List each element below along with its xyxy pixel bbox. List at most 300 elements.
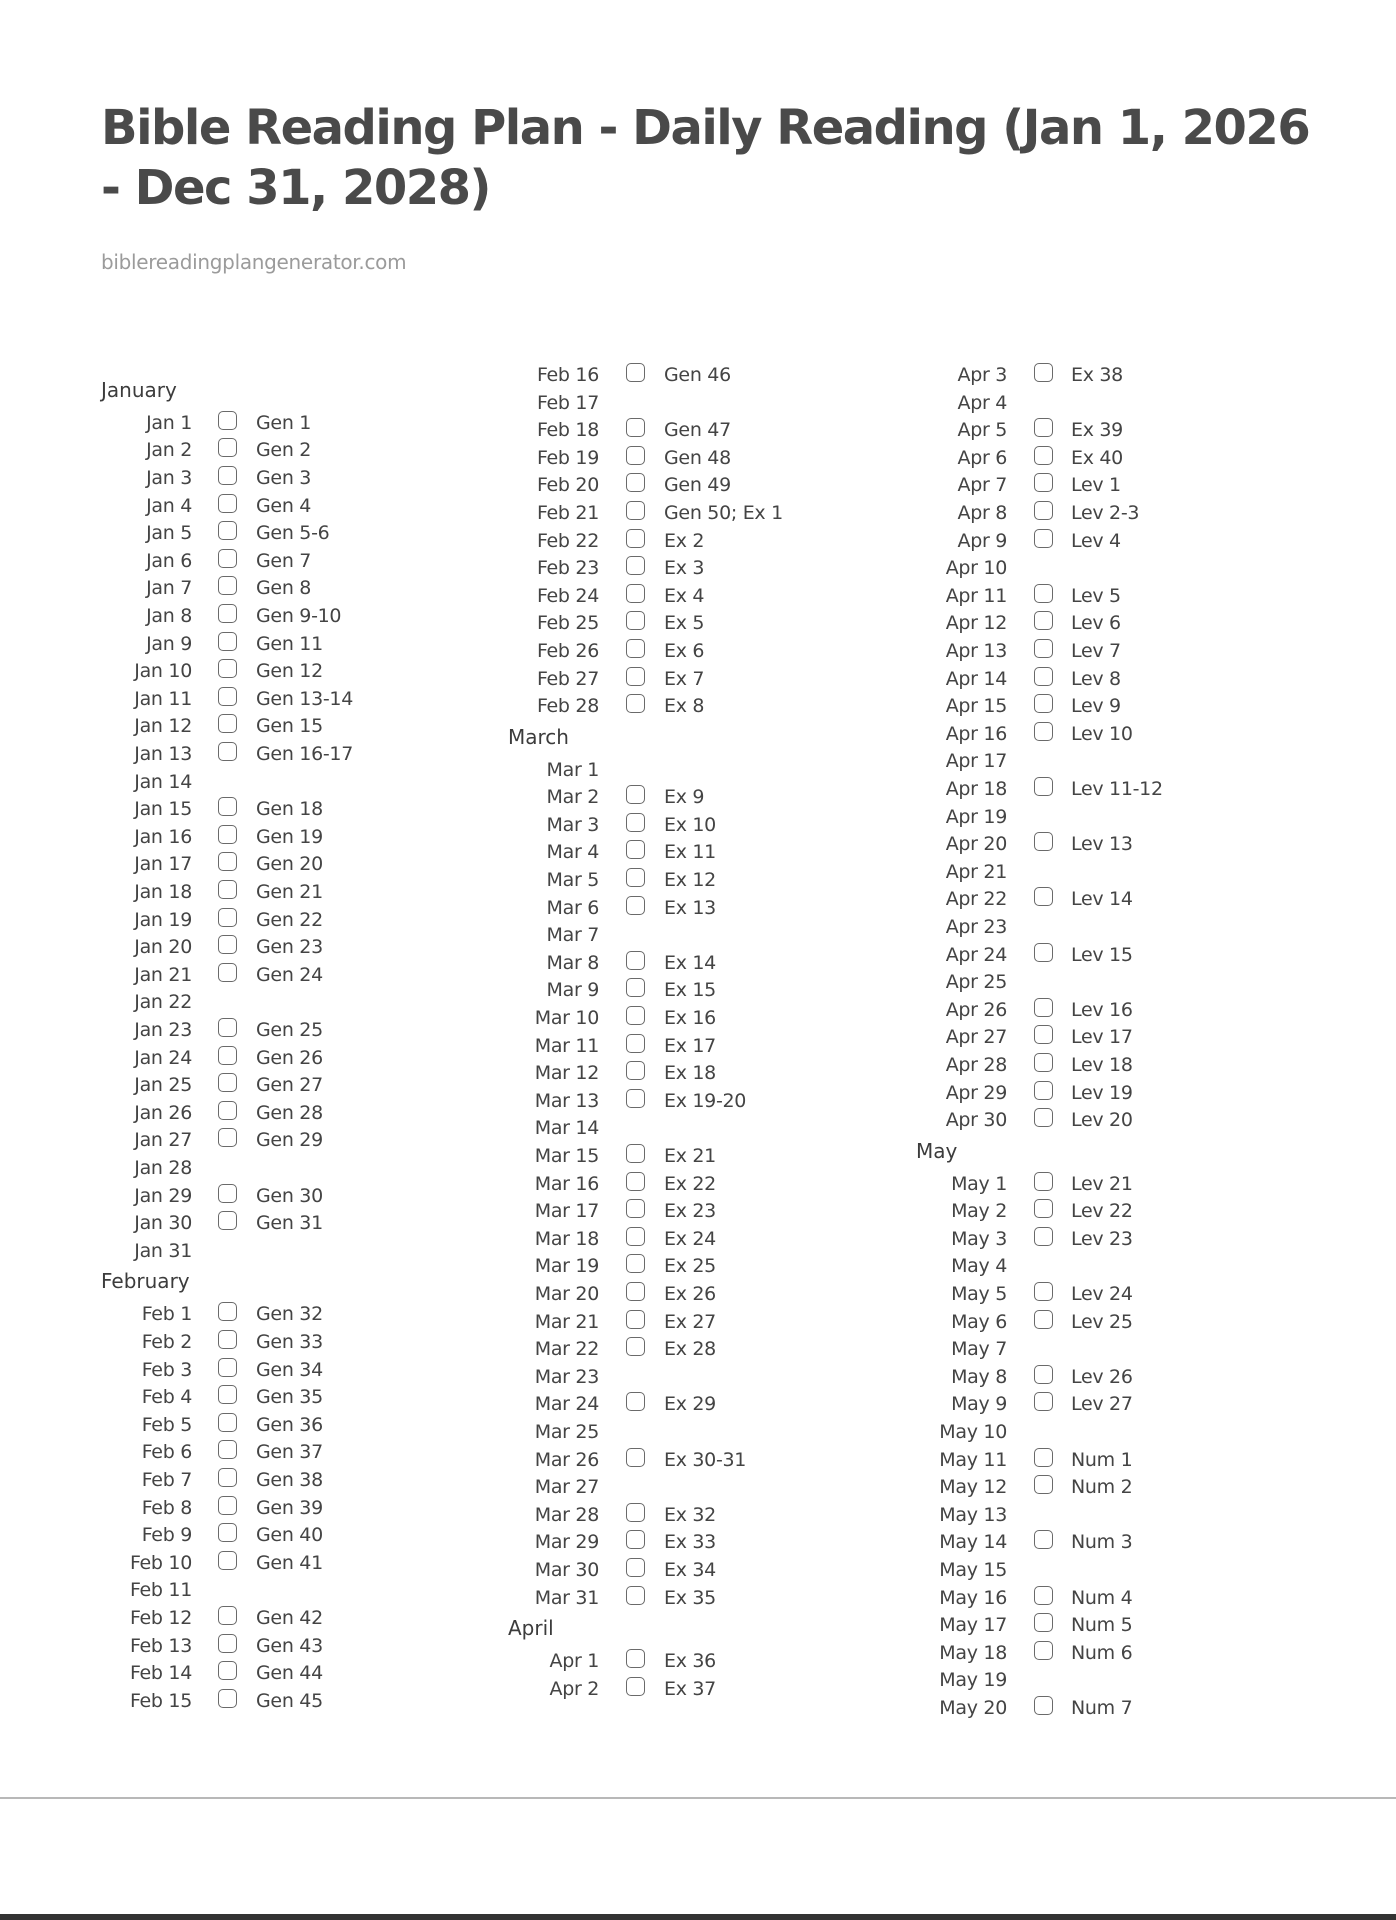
reading-checkbox[interactable]	[218, 880, 237, 899]
reading-date: Feb 24	[536, 584, 599, 607]
reading-checkbox[interactable]	[626, 1061, 645, 1080]
scan-edge-line	[0, 1797, 1396, 1799]
reading-passage: Gen 39	[256, 1496, 323, 1519]
reading-checkbox[interactable]	[1034, 694, 1053, 713]
reading-date: Jan 2	[146, 439, 192, 462]
reading-checkbox[interactable]	[626, 556, 645, 575]
reading-checkbox[interactable]	[218, 1211, 237, 1230]
reading-date: Apr 20	[945, 833, 1007, 856]
reading-passage: Gen 42	[256, 1606, 323, 1629]
reading-passage: Gen 31	[256, 1212, 323, 1235]
reading-checkbox[interactable]	[1034, 1282, 1053, 1301]
reading-passage: Gen 18	[256, 798, 323, 821]
reading-checkbox[interactable]	[218, 1634, 237, 1653]
reading-checkbox[interactable]	[1034, 1365, 1053, 1384]
reading-checkbox[interactable]	[626, 1199, 645, 1218]
reading-checkbox[interactable]	[218, 632, 237, 651]
reading-checkbox[interactable]	[1034, 418, 1053, 437]
reading-date: Mar 8	[546, 951, 599, 974]
reading-checkbox[interactable]	[626, 1034, 645, 1053]
reading-row	[508, 1143, 804, 1169]
reading-row	[508, 1005, 804, 1031]
reading-checkbox[interactable]	[218, 1440, 237, 1459]
reading-passage: Ex 33	[664, 1531, 716, 1554]
reading-row	[916, 555, 1211, 581]
reading-date: May 8	[951, 1365, 1007, 1388]
reading-date: Jan 26	[134, 1101, 192, 1124]
reading-checkbox[interactable]	[626, 584, 645, 603]
reading-date: May 6	[951, 1310, 1007, 1333]
reading-checkbox[interactable]	[1034, 722, 1053, 741]
reading-passage: Ex 22	[664, 1172, 716, 1195]
reading-row	[101, 1577, 396, 1603]
reading-checkbox[interactable]	[626, 418, 645, 437]
site-url: biblereadingplangenerator.com	[101, 250, 407, 274]
reading-checkbox[interactable]	[218, 604, 237, 623]
reading-row	[101, 1127, 396, 1153]
reading-row	[916, 831, 1211, 857]
reading-checkbox[interactable]	[218, 1468, 237, 1487]
reading-passage: Ex 24	[664, 1227, 716, 1250]
reading-row	[101, 1045, 396, 1071]
reading-checkbox[interactable]	[626, 951, 645, 970]
reading-row	[916, 1024, 1211, 1050]
reading-checkbox[interactable]	[218, 1330, 237, 1349]
reading-checkbox[interactable]	[218, 1551, 237, 1570]
reading-date: Feb 8	[141, 1496, 192, 1519]
reading-row	[916, 1391, 1211, 1417]
reading-row	[916, 1052, 1211, 1078]
reading-checkbox[interactable]	[218, 963, 237, 982]
reading-checkbox[interactable]	[218, 466, 237, 485]
reading-date: Feb 14	[129, 1662, 192, 1685]
reading-date: Apr 7	[957, 474, 1007, 497]
reading-passage: Lev 4	[1071, 529, 1121, 552]
reading-checkbox[interactable]	[1034, 501, 1053, 520]
reading-checkbox[interactable]	[218, 1358, 237, 1377]
reading-row	[101, 962, 396, 988]
reading-checkbox[interactable]	[218, 411, 237, 430]
month-heading: May	[916, 1138, 958, 1163]
reading-checkbox[interactable]	[218, 494, 237, 513]
reading-date: Apr 28	[945, 1054, 1007, 1076]
reading-checkbox[interactable]	[218, 1184, 237, 1203]
reading-date: Jan 22	[134, 991, 192, 1014]
reading-date: May 7	[951, 1338, 1007, 1361]
reading-checkbox[interactable]	[218, 438, 237, 457]
reading-passage: Gen 50; Ex 1	[664, 502, 783, 524]
reading-passage: Gen 44	[256, 1662, 323, 1685]
reading-passage: Num 2	[1071, 1476, 1133, 1499]
reading-checkbox[interactable]	[1034, 473, 1053, 492]
reading-checkbox[interactable]	[626, 1006, 645, 1025]
reading-row	[508, 1529, 804, 1555]
reading-row	[101, 465, 396, 491]
reading-checkbox[interactable]	[626, 639, 645, 658]
reading-checkbox[interactable]	[626, 1089, 645, 1108]
reading-date: Apr 18	[945, 778, 1007, 800]
reading-checkbox[interactable]	[218, 742, 237, 761]
reading-row	[508, 1033, 804, 1059]
reading-checkbox[interactable]	[626, 1254, 645, 1273]
reading-passage: Ex 16	[664, 1007, 716, 1030]
reading-checkbox[interactable]	[218, 1661, 237, 1680]
reading-checkbox[interactable]	[218, 1018, 237, 1037]
reading-row	[916, 500, 1211, 526]
reading-checkbox[interactable]	[218, 1128, 237, 1147]
reading-checkbox[interactable]	[1034, 1199, 1053, 1218]
reading-checkbox[interactable]	[218, 935, 237, 954]
reading-passage: Gen 27	[256, 1074, 323, 1097]
reading-checkbox[interactable]	[626, 473, 645, 492]
reading-date: Jan 11	[134, 687, 192, 710]
reading-checkbox[interactable]	[218, 549, 237, 568]
reading-passage: Gen 24	[256, 963, 323, 986]
reading-checkbox[interactable]	[626, 978, 645, 997]
reading-date: May 3	[951, 1227, 1007, 1250]
reading-checkbox[interactable]	[626, 868, 645, 887]
reading-row	[101, 741, 396, 767]
reading-date: Apr 17	[945, 750, 1007, 773]
reading-date: Jan 7	[146, 577, 192, 600]
reading-date: May 14	[939, 1531, 1007, 1554]
reading-checkbox[interactable]	[1034, 777, 1053, 796]
reading-checkbox[interactable]	[218, 1689, 237, 1708]
reading-date: Mar 23	[534, 1365, 599, 1388]
reading-checkbox[interactable]	[218, 1606, 237, 1625]
reading-date: Feb 27	[536, 667, 599, 690]
reading-date: Mar 24	[534, 1393, 599, 1416]
reading-date: Mar 7	[546, 924, 599, 947]
reading-passage: Gen 19	[256, 825, 323, 848]
reading-checkbox[interactable]	[218, 797, 237, 816]
reading-row	[101, 1439, 396, 1465]
reading-checkbox[interactable]	[218, 825, 237, 844]
reading-passage: Num 7	[1071, 1697, 1133, 1720]
month-heading: January	[101, 378, 177, 402]
reading-row	[916, 1557, 1211, 1583]
reading-date: May 20	[939, 1697, 1007, 1720]
reading-date: Jan 25	[134, 1074, 192, 1097]
reading-passage: Gen 33	[256, 1330, 323, 1353]
reading-row	[508, 1253, 804, 1279]
reading-row	[101, 713, 396, 739]
reading-passage: Ex 6	[664, 640, 705, 662]
reading-date: Mar 18	[534, 1227, 599, 1250]
reading-checkbox[interactable]	[218, 852, 237, 871]
reading-row	[101, 1155, 396, 1181]
reading-passage: Num 1	[1071, 1448, 1133, 1471]
reading-row	[508, 1309, 804, 1335]
reading-checkbox[interactable]	[1034, 943, 1053, 962]
reading-row	[916, 997, 1211, 1023]
reading-date: Apr 23	[945, 916, 1007, 938]
reading-passage: Gen 35	[256, 1386, 323, 1409]
reading-checkbox[interactable]	[626, 840, 645, 859]
reading-date: Feb 25	[536, 612, 599, 635]
reading-checkbox[interactable]	[1034, 363, 1053, 382]
reading-checkbox[interactable]	[218, 1073, 237, 1092]
reading-checkbox[interactable]	[626, 1310, 645, 1329]
reading-checkbox[interactable]	[1034, 1081, 1053, 1100]
reading-date: May 9	[951, 1393, 1007, 1416]
reading-checkbox[interactable]	[218, 1385, 237, 1404]
reading-row	[101, 1384, 396, 1410]
reading-row	[101, 548, 396, 574]
reading-checkbox[interactable]	[218, 1101, 237, 1120]
reading-passage: Ex 15	[664, 979, 716, 1002]
reading-row	[916, 1419, 1211, 1445]
reading-passage: Gen 34	[256, 1358, 323, 1381]
reading-row	[916, 1336, 1211, 1362]
reading-date: May 15	[939, 1559, 1007, 1582]
reading-checkbox[interactable]	[1034, 1310, 1053, 1329]
reading-checkbox[interactable]	[626, 363, 645, 382]
reading-checkbox[interactable]	[1034, 1392, 1053, 1411]
reading-row	[508, 693, 804, 719]
reading-checkbox[interactable]	[626, 1503, 645, 1522]
reading-checkbox[interactable]	[626, 611, 645, 630]
reading-checkbox[interactable]	[1034, 1586, 1053, 1605]
reading-date: Mar 4	[546, 841, 599, 864]
reading-date: Mar 10	[534, 1007, 599, 1030]
reading-date: Apr 21	[945, 860, 1007, 883]
reading-checkbox[interactable]	[626, 785, 645, 804]
reading-row	[508, 1088, 804, 1114]
reading-row	[101, 1495, 396, 1521]
reading-passage: Gen 20	[256, 853, 323, 876]
reading-checkbox[interactable]	[1034, 446, 1053, 465]
reading-date: Feb 17	[536, 391, 599, 414]
reading-date: Feb 5	[141, 1413, 192, 1436]
reading-row	[916, 417, 1211, 443]
reading-checkbox[interactable]	[1034, 1025, 1053, 1044]
reading-row	[508, 472, 804, 498]
reading-checkbox[interactable]	[1034, 1108, 1053, 1127]
reading-checkbox[interactable]	[626, 1448, 645, 1467]
reading-date: Feb 13	[129, 1634, 192, 1657]
reading-checkbox[interactable]	[626, 1392, 645, 1411]
reading-date: May 13	[939, 1503, 1007, 1526]
reading-checkbox[interactable]	[1034, 639, 1053, 658]
reading-date: Mar 29	[534, 1531, 599, 1554]
reading-date: Mar 1	[546, 758, 599, 781]
reading-checkbox[interactable]	[218, 714, 237, 733]
reading-passage: Gen 25	[256, 1019, 323, 1042]
reading-passage: Ex 19-20	[664, 1089, 747, 1112]
reading-checkbox[interactable]	[626, 1144, 645, 1163]
reading-passage: Gen 29	[256, 1129, 323, 1152]
reading-passage: Gen 30	[256, 1184, 323, 1207]
reading-date: Apr 16	[945, 722, 1007, 745]
reading-passage: Num 6	[1071, 1641, 1133, 1664]
reading-date: Jan 24	[134, 1046, 192, 1069]
reading-date: Mar 15	[534, 1145, 599, 1168]
reading-checkbox[interactable]	[626, 1282, 645, 1301]
reading-row	[916, 1640, 1211, 1666]
reading-row	[101, 796, 396, 822]
reading-checkbox[interactable]	[626, 446, 645, 465]
reading-date: May 1	[951, 1172, 1007, 1195]
reading-checkbox[interactable]	[218, 1523, 237, 1542]
reading-checkbox[interactable]	[218, 908, 237, 927]
reading-checkbox[interactable]	[218, 1046, 237, 1065]
reading-row	[101, 631, 396, 657]
reading-row	[508, 1648, 804, 1674]
reading-row	[101, 907, 396, 933]
reading-date: Mar 13	[534, 1089, 599, 1112]
reading-row	[101, 769, 396, 795]
reading-checkbox[interactable]	[1034, 667, 1053, 686]
reading-checkbox[interactable]	[1034, 998, 1053, 1017]
reading-row	[101, 989, 396, 1015]
reading-row	[508, 528, 804, 554]
reading-row	[508, 390, 804, 416]
reading-checkbox[interactable]	[1034, 1613, 1053, 1632]
reading-checkbox[interactable]	[626, 1337, 645, 1356]
reading-checkbox[interactable]	[1034, 1530, 1053, 1549]
reading-date: Feb 1	[141, 1303, 192, 1326]
reading-row	[508, 1336, 804, 1362]
reading-row	[101, 603, 396, 629]
reading-row	[508, 500, 804, 526]
reading-checkbox[interactable]	[626, 1558, 645, 1577]
reading-checkbox[interactable]	[218, 576, 237, 595]
reading-passage: Ex 28	[664, 1338, 716, 1361]
reading-row	[916, 776, 1211, 802]
reading-row	[508, 1198, 804, 1224]
reading-date: Mar 26	[534, 1448, 599, 1471]
reading-row	[916, 610, 1211, 636]
reading-checkbox[interactable]	[218, 1302, 237, 1321]
reading-date: May 11	[939, 1448, 1007, 1471]
reading-checkbox[interactable]	[626, 896, 645, 915]
reading-checkbox[interactable]	[626, 813, 645, 832]
reading-date: Mar 28	[534, 1503, 599, 1526]
reading-passage: Num 3	[1071, 1531, 1133, 1554]
reading-date: Jan 5	[146, 522, 192, 545]
reading-date: Feb 6	[141, 1441, 192, 1464]
reading-passage: Ex 35	[664, 1586, 716, 1609]
reading-passage: Gen 47	[664, 419, 731, 442]
reading-checkbox[interactable]	[1034, 1475, 1053, 1494]
reading-passage: Gen 48	[664, 446, 731, 469]
reading-date: Feb 26	[536, 640, 599, 662]
reading-checkbox[interactable]	[626, 667, 645, 686]
reading-checkbox[interactable]	[1034, 529, 1053, 548]
reading-checkbox[interactable]	[1034, 832, 1053, 851]
reading-passage: Lev 1	[1071, 474, 1121, 497]
reading-checkbox[interactable]	[218, 687, 237, 706]
reading-checkbox[interactable]	[1034, 1641, 1053, 1660]
reading-date: Mar 31	[534, 1586, 599, 1609]
reading-passage: Ex 18	[664, 1062, 716, 1085]
reading-date: Apr 25	[945, 971, 1007, 994]
reading-row	[101, 1357, 396, 1383]
reading-row	[101, 934, 396, 960]
reading-date: Feb 7	[141, 1468, 192, 1491]
reading-row	[101, 1072, 396, 1098]
reading-date: Jan 20	[134, 936, 192, 959]
reading-row	[916, 1364, 1211, 1390]
reading-checkbox[interactable]	[1034, 1053, 1053, 1072]
reading-row	[916, 969, 1211, 995]
reading-checkbox[interactable]	[626, 694, 645, 713]
reading-checkbox[interactable]	[1034, 1172, 1053, 1191]
reading-row	[916, 804, 1211, 830]
reading-checkbox[interactable]	[1034, 1696, 1053, 1715]
reading-row	[508, 583, 804, 609]
reading-checkbox[interactable]	[218, 1496, 237, 1515]
reading-checkbox[interactable]	[1034, 1448, 1053, 1467]
reading-passage: Gen 9-10	[256, 605, 342, 628]
reading-checkbox[interactable]	[1034, 887, 1053, 906]
reading-checkbox[interactable]	[626, 1172, 645, 1191]
reading-checkbox[interactable]	[218, 521, 237, 540]
reading-checkbox[interactable]	[218, 659, 237, 678]
reading-checkbox[interactable]	[626, 1677, 645, 1696]
reading-passage: Gen 1	[256, 411, 312, 434]
reading-passage: Gen 32	[256, 1303, 323, 1326]
reading-date: Feb 21	[536, 502, 599, 524]
reading-row	[101, 824, 396, 850]
reading-checkbox[interactable]	[1034, 584, 1053, 603]
reading-checkbox[interactable]	[218, 1413, 237, 1432]
reading-date: May 19	[939, 1669, 1007, 1692]
reading-passage: Ex 37	[664, 1677, 716, 1700]
reading-date: Mar 6	[546, 896, 599, 919]
reading-row	[101, 1412, 396, 1438]
reading-date: May 18	[939, 1641, 1007, 1664]
reading-date: Feb 9	[141, 1524, 192, 1547]
reading-passage: Lev 17	[1071, 1026, 1133, 1049]
reading-checkbox[interactable]	[626, 1227, 645, 1246]
reading-passage: Lev 6	[1071, 612, 1121, 635]
reading-date: Apr 3	[957, 364, 1007, 386]
reading-date: Jan 1	[146, 411, 192, 434]
scan-bottom-edge	[0, 1914, 1396, 1920]
reading-row	[101, 493, 396, 519]
reading-passage: Gen 16-17	[256, 743, 354, 766]
reading-checkbox[interactable]	[1034, 611, 1053, 630]
reading-row	[508, 895, 804, 921]
reading-checkbox[interactable]	[1034, 1227, 1053, 1246]
reading-row	[101, 1301, 396, 1327]
reading-checkbox[interactable]	[626, 529, 645, 548]
reading-date: Apr 1	[549, 1650, 599, 1673]
reading-row	[508, 666, 804, 692]
reading-checkbox[interactable]	[626, 1586, 645, 1605]
reading-passage: Lev 13	[1071, 833, 1133, 856]
reading-passage: Gen 23	[256, 936, 323, 959]
reading-date: Jan 18	[134, 881, 192, 904]
reading-row	[101, 1467, 396, 1493]
reading-checkbox[interactable]	[626, 1649, 645, 1668]
reading-row	[916, 583, 1211, 609]
reading-date: Mar 14	[534, 1117, 599, 1140]
reading-date: Feb 15	[129, 1689, 192, 1712]
reading-passage: Ex 7	[664, 667, 705, 690]
reading-row	[101, 1688, 396, 1714]
reading-passage: Lev 25	[1071, 1310, 1133, 1333]
reading-checkbox[interactable]	[626, 501, 645, 520]
reading-date: Jan 23	[134, 1019, 192, 1042]
reading-row	[916, 1281, 1211, 1307]
reading-passage: Lev 15	[1071, 943, 1133, 966]
reading-date: May 4	[951, 1255, 1007, 1278]
reading-row	[508, 1502, 804, 1528]
reading-checkbox[interactable]	[626, 1530, 645, 1549]
